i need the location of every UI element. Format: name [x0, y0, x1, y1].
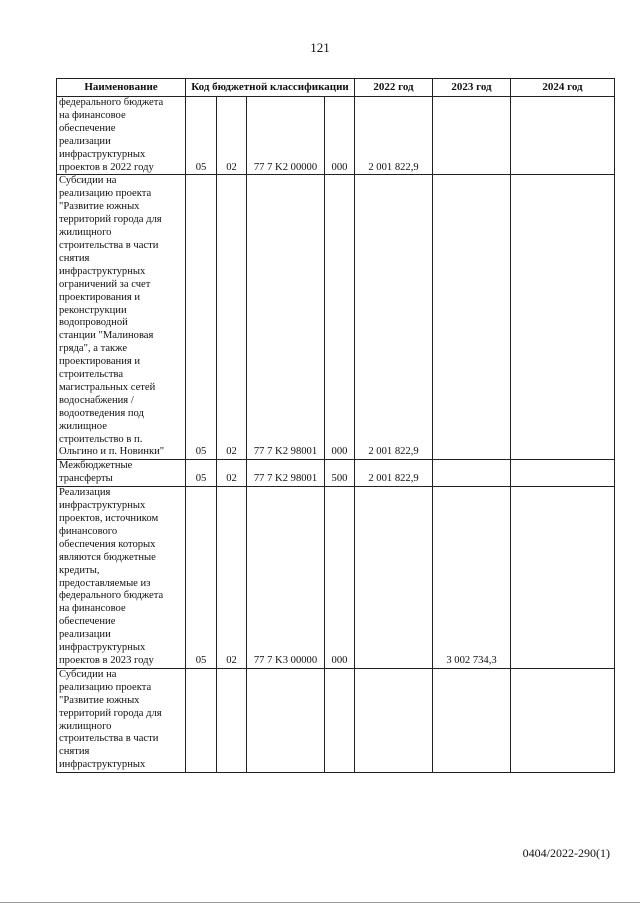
cell-2024: [511, 97, 615, 175]
cell-target-article-text: 77 7 K3 00000: [253, 654, 318, 666]
cell-section: [186, 487, 217, 669]
cell-section-text: 05: [195, 473, 207, 485]
cell-section: [186, 175, 217, 460]
cell-subsection: [217, 175, 247, 460]
cell-section-text: 05: [195, 446, 207, 458]
cell-name: [57, 668, 186, 772]
cell-subsection-text: 02: [226, 654, 237, 666]
cell-expense-type: [325, 487, 355, 669]
header-2022: 2022 год: [355, 79, 433, 97]
budget-table: [56, 78, 615, 773]
scan-edge-line: [0, 902, 640, 903]
cell-2023: [433, 487, 511, 669]
cell-target-article: [247, 175, 325, 460]
table-row: [57, 175, 615, 460]
cell-subsection-text: 02: [226, 473, 237, 485]
cell-expense-type-text: 000: [331, 446, 348, 458]
cell-name: [57, 97, 186, 175]
cell-2023: [433, 97, 511, 175]
cell-2022: [355, 487, 433, 669]
cell-2022-text: 2 001 822,9: [368, 473, 419, 485]
cell-section: [186, 668, 217, 772]
header-row: [57, 79, 615, 97]
cell-expense-type-text: 500: [331, 473, 348, 485]
cell-name: [57, 487, 186, 669]
cell-2023: [433, 460, 511, 487]
cell-target-article-text: 77 7 K2 00000: [253, 161, 318, 173]
cell-expense-type: [325, 175, 355, 460]
table-row: [57, 97, 615, 175]
cell-target-article: [247, 487, 325, 669]
cell-target-article-text: 77 7 K2 98001: [253, 473, 318, 485]
cell-2022: [355, 460, 433, 487]
page-number: 121: [310, 40, 330, 55]
cell-2023: [433, 668, 511, 772]
cell-2024: [511, 668, 615, 772]
cell-name-text: Реализация инфраструктурных проектов, источником финансового обеспечения которых являются бюджетные кредиты, предоставляемые из федерального бюджета на финансовое обеспечение реализации инфраструктурных проектов в 2023 году: [59, 487, 164, 666]
cell-section: [186, 460, 217, 487]
cell-name-text: федерального бюджета на финансовое обеспечение реализации инфраструктурных проектов в 2022 году: [59, 97, 164, 173]
cell-expense-type: [325, 97, 355, 175]
cell-2024: [511, 175, 615, 460]
cell-target-article: [247, 97, 325, 175]
cell-2022-text: 2 001 822,9: [368, 446, 419, 458]
cell-expense-type: [325, 668, 355, 772]
cell-2022: [355, 668, 433, 772]
cell-2023-text: 3 002 734,3: [446, 654, 497, 666]
header-2024: 2024 год: [511, 79, 615, 97]
table-row: [57, 487, 615, 669]
cell-section-text: 05: [195, 161, 207, 173]
cell-name-text: Межбюджетные трансферты: [59, 460, 133, 485]
cell-2023: [433, 175, 511, 460]
cell-name-text: Субсидии на реализацию проекта "Развитие южных территорий города для жилищного строительства в части снятия инфраструктурных ограничений за счет проектирования и реконструкции водопроводной станции "Малиновая гряда", а также проектирования и строительства магистральных сетей водоснабжения / водоотведения под жилищное строительство в п. Ольгино и п. Новинки": [59, 175, 165, 458]
table-row: [57, 668, 615, 772]
cell-section: [186, 97, 217, 175]
cell-subsection-text: 02: [226, 161, 237, 173]
cell-2024: [511, 487, 615, 669]
cell-2022: [355, 97, 433, 175]
cell-subsection-text: 02: [226, 446, 237, 458]
header-2023: 2023 год: [433, 79, 511, 97]
cell-target-article: [247, 460, 325, 487]
document-code: 0404/2022-290(1): [522, 846, 610, 860]
cell-target-article-text: 77 7 K2 98001: [253, 446, 318, 458]
cell-name: [57, 460, 186, 487]
cell-2022: [355, 175, 433, 460]
table-row: [57, 460, 615, 487]
cell-subsection: [217, 97, 247, 175]
header-code: Код бюджетной классификации: [186, 79, 355, 97]
cell-expense-type-text: 000: [331, 161, 348, 173]
cell-subsection: [217, 668, 247, 772]
cell-expense-type-text: 000: [331, 654, 348, 666]
cell-subsection: [217, 487, 247, 669]
cell-section-text: 05: [195, 654, 207, 666]
cell-2024: [511, 460, 615, 487]
cell-name: [57, 175, 186, 460]
cell-target-article: [247, 668, 325, 772]
cell-subsection: [217, 460, 247, 487]
header-name: Наименование: [57, 79, 186, 97]
table-body: [57, 97, 615, 773]
cell-2022-text: 2 001 822,9: [368, 161, 419, 173]
cell-expense-type: [325, 460, 355, 487]
cell-name-text: Субсидии на реализацию проекта "Развитие южных территорий города для жилищного строительства в части снятия инфраструктурных: [59, 668, 162, 771]
